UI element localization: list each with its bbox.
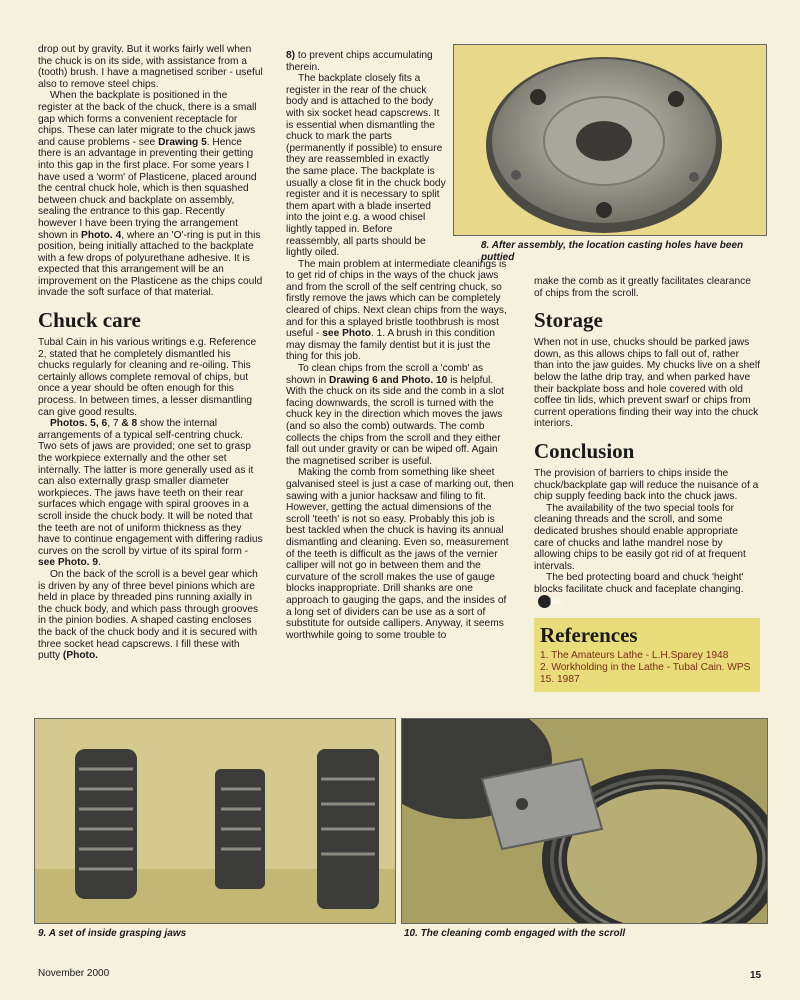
footer-date: November 2000: [38, 968, 110, 979]
paragraph: The availability of the two special tools for cleaning threads and the scroll, and some dedicated brushes should enable appropriate care of chucks and lathe mandrel nose by allowing chips to be easily got rid of at frequent intervals.: [534, 502, 746, 572]
paragraph: make the comb as it greatly facilitates clearance of chips from the scroll.: [534, 276, 751, 299]
paragraph: drop out by gravity. But it works fairly well when the chuck is on its side, with assistance from a (tooth) brush. I have a magnetised scriber - useful also to remove steel chips.: [38, 44, 263, 90]
paragraph: When not in use, chucks should be parked jaws down, as this allows chips to fall out of, rather than into the jaw guides. My chucks live on a shelf below the lathe drip tray, and when parked have their backplate boss and hole covered with old coffee tin lids, which prevent swarf or chips from current operations finding their way into the chuck interiors.: [534, 337, 760, 430]
page-number: 15: [750, 970, 762, 981]
paragraph: The main problem at intermediate cleanings is to get rid of chips in the ways of the chuck jaws and from the scroll of the self centring chuck, so firstly remove the jaws which can be completely cleared of chips. Next clean chips from the ways, and for this a splayed bristle toothbrush is most useful - see Photo. 1. A brush in this condition may dismay the family dentist but it is just the thing for this job.: [286, 258, 507, 363]
backplate-photo-image: [454, 45, 766, 235]
caption-photo-10: 10. The cleaning comb engaged with the scroll: [404, 928, 626, 939]
paragraph: The bed protecting board and chuck 'height' blocks facilitate chuck and faceplate changing.ME: [534, 572, 744, 607]
end-mark-icon: ME: [538, 595, 551, 608]
paragraph: Photos. 5, 6, 7 & 8 show the internal arrangements of a typical self-centring chuck. Two sets of jaws are provided; one set to grasp the workpiece externally and the other set internally. The latter is more generally used as it can also externally grasp smaller diameter workpieces. The jaws have teeth on their rear surfaces which engage with spiral grooves in a scroll inside the chuck body. It will be noted that the teeth are not of uniform thickness as they have to continue engagement with differing radius curves on the scroll by virtue of its spiral form - see Photo. 9.: [38, 418, 263, 569]
heading-storage: Storage: [534, 308, 603, 333]
paragraph: 8) to prevent chips accumulating therein.: [286, 50, 433, 73]
paragraph: When the backplate is positioned in the register at the back of the chuck, there is a small gap which forms a convenient receptacle for chips. These can later migrate to the chuck jaws and cause problems - see Drawing 5. Hence there is an advantage in preventing their getting into this gap in the first place. For some years I have used a 'worm' of Plasticene, placed around the central chuck hole, which is then squashed between chuck and backplate on assembly, sealing the entrance to this gap. Recently however I have been trying the arrangement shown in Photo. 4, where an 'O'-ring is put in this position, being initially attached to the backplate with a few drops of polyurethane adhesive. It is expected that this arrangement will be an improvement on the Plasticene as the chips could invade the soft surface of that material.: [38, 90, 263, 299]
reference-item: 2. Workholding in the Lathe - Tubal Cain. WPS 15. 1987: [540, 662, 751, 686]
references-box: [534, 618, 760, 692]
heading-references: References: [540, 623, 638, 648]
paragraph: On the back of the scroll is a bevel gear which is driven by any of three bevel pinions which are held in place by threaded pins running axially in the chuck body, and which pass through grooves in the pinion bodies. A shaped casting encloses the back of the chuck body and it is secured with three socket head capscrews. I fill these with putty (Photo.: [38, 568, 259, 662]
article-column-3: [534, 276, 760, 692]
paragraph: The provision of barriers to chips inside the chuck/backplate gap will reduce the nuisance of a chip supply feeding back into the chuck jaws.: [534, 467, 759, 503]
paragraph: Tubal Cain in his various writings e.g. Reference 2, stated that he completely dismantled his chucks regularly for cleaning and re-oiling. This certainly allows complete removal of chips, but once a year should be often enough for this process. In between times, a lesser dismantling can give good results.: [38, 337, 257, 418]
photo-8-backplate: [453, 44, 767, 236]
paragraph: The backplate closely fits a register in the rear of the chuck body and is attached to the body with six socket head capscrews. It is essential when dismantling the chuck to mark the parts (permanently if possible) to ensure they are reassembled in exactly the same place. The backplate is usually a close fit in the chuck body register and it is necessary to split them apart with a blade inserted into the joint e.g. a wood chisel lightly tapped in. Before reassembly, all parts should be lightly oiled.: [286, 73, 446, 259]
photo-9-jaws: [34, 718, 396, 924]
paragraph: Making the comb from something like sheet galvanised steel is just a case of marking out, then sawing with a junior hacksaw and filing to fit. However, getting the actual dimensions of the scroll 'teeth' is not so easy. Probably this job is best tackled when the chuck is having its annual dismantling and cleaning. Even so, measurement of the teeth is difficult as the jaws of the vernier calliper will not go in between them and the curvature of the scroll makes the use of gauge blocks inappropriate. Drill shanks are one approach to gauging the gaps, and the insides of a long set of dividers can be use as a sort of substitute for outside callipers. Anyway, it seems worthwhile going to some trouble to: [286, 467, 514, 641]
article-column-1: [38, 44, 264, 662]
photo-10-comb: [401, 718, 768, 924]
paragraph: To clean chips from the scroll a 'comb' as shown in Drawing 6 and Photo. 10 is helpful. With the chuck on its side and the comb in a slot facing downwards, the scroll is turned with the chuck key in the direction which moves the jaws (and so also the comb) outwards. The comb collects the chips from the scroll and they either fall out under gravity or can be wiped off. Again the magnetised scriber is useful.: [286, 363, 505, 467]
jaws-photo-image: [35, 719, 395, 923]
reference-item: 1. The Amateurs Lathe - L.H.Sparey 1948: [540, 650, 729, 662]
heading-chuck-care: Chuck care: [38, 308, 141, 333]
comb-photo-image: [402, 719, 767, 923]
caption-photo-8: 8. After assembly, the location casting holes have been puttied: [481, 240, 744, 263]
caption-photo-9: 9. A set of inside grasping jaws: [38, 928, 187, 939]
heading-conclusion: Conclusion: [534, 438, 635, 463]
